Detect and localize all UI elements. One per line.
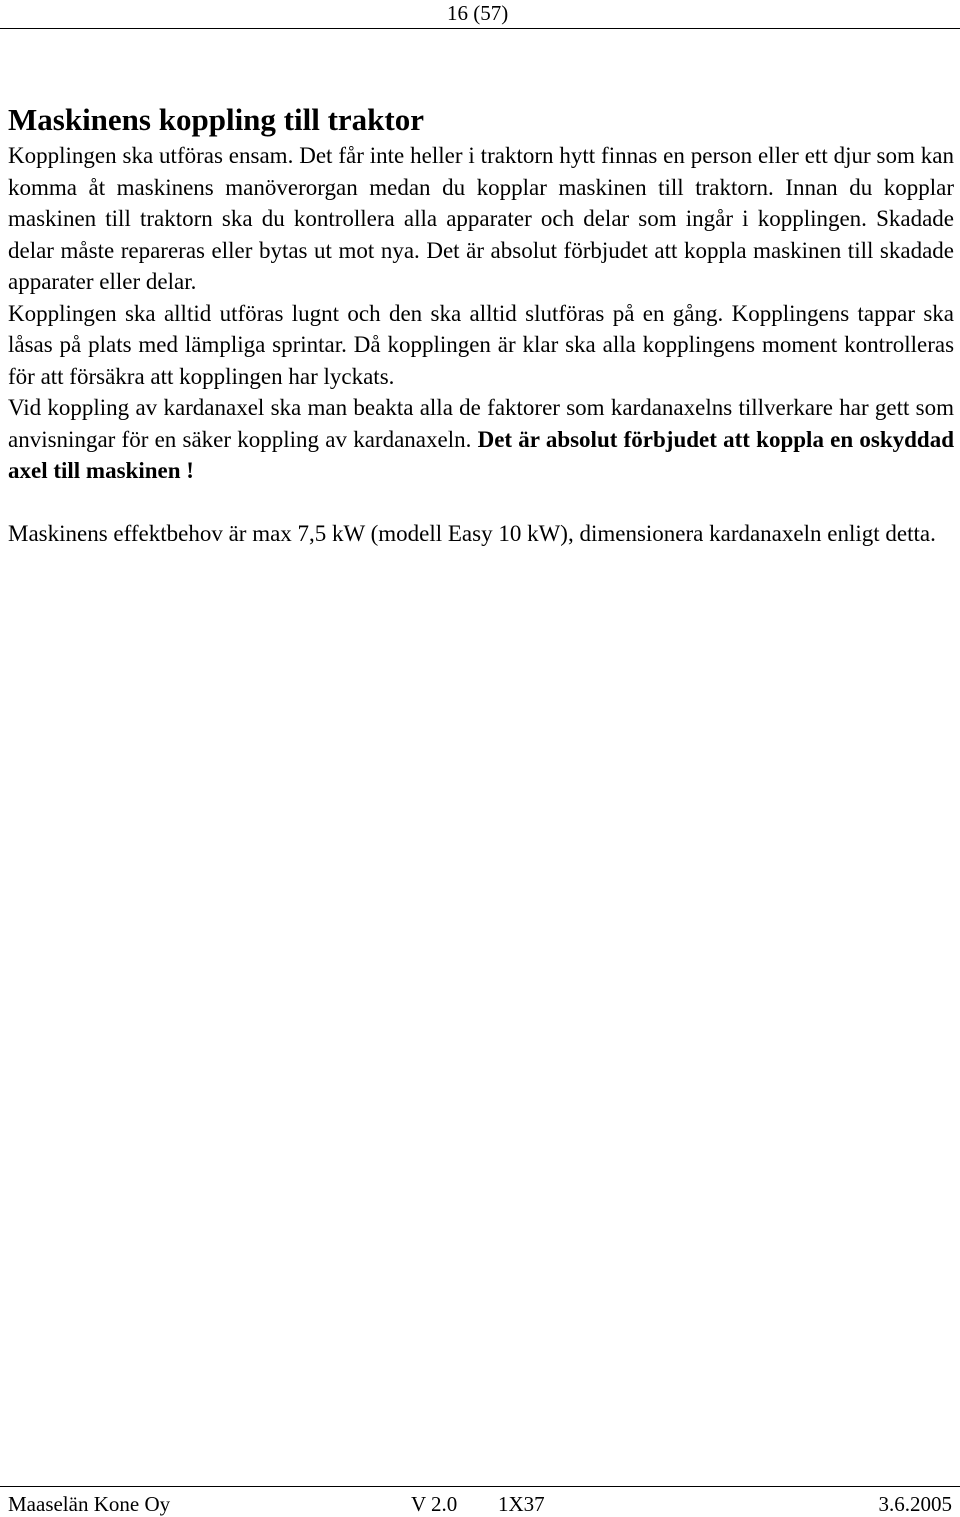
sentence: Vid koppling av kardanaxel ska man beakta alla de faktorer som kardanaxelns tillverkare har gett som anvisningar för en säker koppling av kardanaxeln. xyxy=(8,395,954,452)
footer-company: Maaselän Kone Oy xyxy=(8,1492,171,1516)
footer-model: 1X37 xyxy=(498,1492,545,1516)
document-body xyxy=(8,100,954,549)
section-title: Maskinens koppling till traktor xyxy=(8,102,424,137)
sentence: Kopplingen ska alltid utföras lugnt och den ska alltid slutföras på en gång. xyxy=(8,300,724,326)
paragraph-cardan-shaft xyxy=(8,392,954,487)
sentence: Då kopplingen är klar ska alla kopplingens moment kontrolleras för att försäkra att kopplingen har lyckats. xyxy=(8,332,955,389)
sentence: Skadade delar måste repareras eller bytas ut mot nya. xyxy=(8,206,954,263)
sentence: Kopplingen ska utföras ensam. xyxy=(8,143,294,168)
footer-version: V 2.0 xyxy=(411,1492,458,1516)
sentence: Det är absolut förbjudet att koppla maskinen till skadade apparater eller delar. xyxy=(8,237,954,294)
spacer xyxy=(8,487,954,518)
sentence: Kopplingens tappar ska låsas på plats med lämpliga sprintar. xyxy=(8,300,955,357)
sentence: Innan du kopplar maskinen till traktorn ska du kontrollera alla apparater och delar som ingår i kopplingen. xyxy=(8,174,955,231)
paragraph-coupling-safety xyxy=(8,140,954,298)
paragraph-power-requirement: Maskinens effektbehov är max 7,5 kW (modell Easy 10 kW), dimensionera kardanaxeln enligt detta. xyxy=(8,520,936,546)
sentence: Det får inte heller i traktorn hytt finnas en person eller ett djur som kan komma åt maskinens manöverorgan medan du kopplar maskinen till traktorn. xyxy=(8,143,955,200)
page-number: 16 (57) xyxy=(447,1,509,25)
footer-date: 3.6.2005 xyxy=(878,1492,952,1516)
page-footer xyxy=(0,1486,960,1517)
page-header xyxy=(0,0,960,29)
paragraph-coupling-procedure xyxy=(8,298,954,393)
warning-sentence: Det är absolut förbjudet att koppla en oskyddad axel till maskinen ! xyxy=(8,426,955,483)
